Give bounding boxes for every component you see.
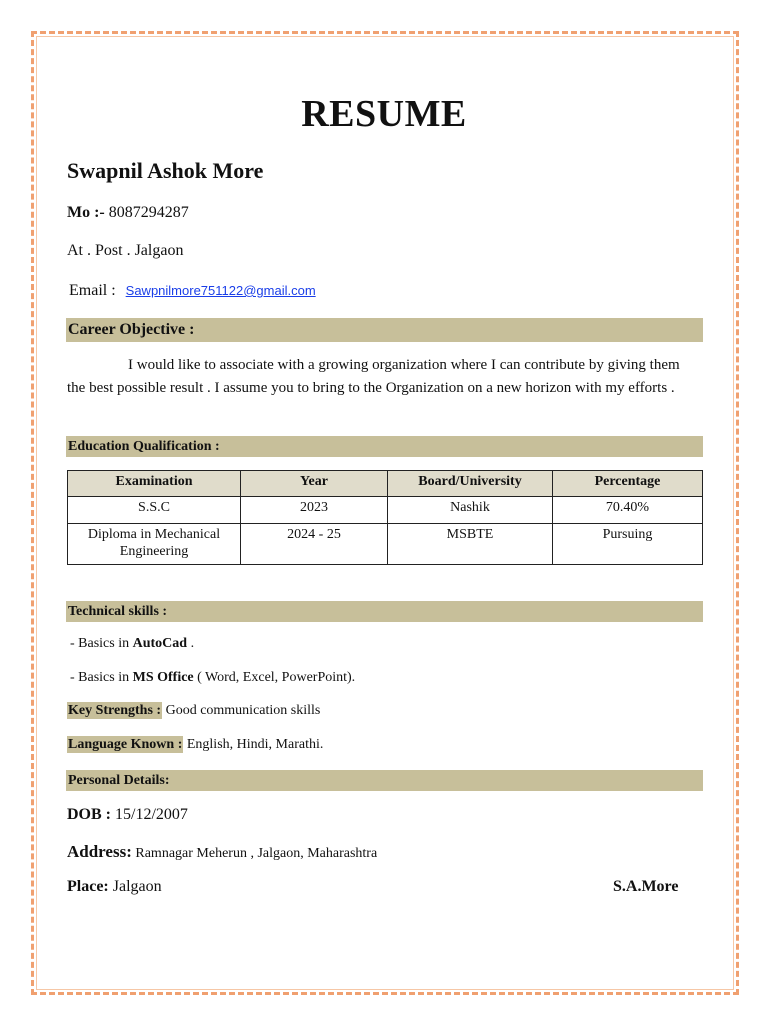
skill-name: MS Office [132, 670, 194, 685]
dob-line [67, 806, 188, 824]
technical-skills-heading: Technical skills : [66, 601, 703, 622]
email-link[interactable]: Sawpnilmore751122@gmail.com [125, 283, 316, 298]
key-strengths-label: Key Strengths : [68, 703, 162, 718]
skill-prefix: - Basics in [70, 636, 133, 651]
career-objective-heading: Career Objective : [66, 318, 703, 342]
table-cell: Pursuing [553, 524, 703, 565]
personal-details-heading: Personal Details: [66, 770, 703, 791]
mobile-value: 8087294287 [108, 204, 189, 221]
table-cell: 70.40% [553, 497, 703, 524]
address-details-line [67, 842, 377, 862]
career-objective-text: I would like to associate with a growing organization where I can contribute by giving them the best possible result . I assume you to bring to the Organization on a new horizon with my efforts . [67, 357, 680, 396]
language-line [67, 737, 323, 753]
language-label: Language Known : [68, 737, 183, 752]
address-line: At . Post . Jalgaon [67, 242, 184, 259]
table-cell: Nashik [388, 497, 553, 524]
table-cell: Diploma in Mechanical Engineering [68, 524, 241, 565]
place-line [67, 878, 162, 896]
skill-suffix: . [187, 636, 195, 651]
column-header: Percentage [553, 471, 703, 497]
column-header: Board/University [388, 471, 553, 497]
skill-item-ms-office [70, 670, 355, 686]
skill-prefix: - Basics in [70, 670, 133, 685]
candidate-name: Swapnil Ashok More [67, 158, 264, 183]
dob-label: DOB : [67, 806, 111, 823]
language-value: English, Hindi, Marathi. [183, 737, 324, 752]
table-header-row [68, 471, 703, 497]
signature: S.A.More [613, 878, 679, 895]
skill-name: AutoCad [132, 636, 188, 651]
email-line [69, 282, 316, 300]
email-label: Email : [69, 282, 116, 299]
address-label: Address: [67, 842, 132, 861]
skill-item-autocad [70, 636, 194, 652]
place-label: Place: [67, 878, 109, 895]
dob-value: 15/12/2007 [111, 806, 188, 823]
skill-suffix: ( Word, Excel, PowerPoint). [193, 670, 356, 685]
mobile-line [67, 204, 189, 222]
address-value: Ramnagar Meherun , Jalgaon, Maharashtra [131, 846, 378, 861]
place-value: Jalgaon [108, 878, 162, 895]
table-row [68, 497, 703, 524]
key-strengths-line [67, 703, 320, 719]
table-cell: 2024 - 25 [241, 524, 388, 565]
education-heading: Education Qualification : [66, 436, 703, 457]
column-header: Year [241, 471, 388, 497]
table-cell: S.S.C [68, 497, 241, 524]
table-row [68, 524, 703, 565]
resume-title: RESUME [301, 93, 467, 135]
key-strengths-value: Good communication skills [162, 703, 321, 718]
table-cell: 2023 [241, 497, 388, 524]
education-table [67, 470, 703, 565]
table-cell: MSBTE [388, 524, 553, 565]
column-header: Examination [68, 471, 241, 497]
mobile-label: Mo :- [67, 204, 105, 221]
